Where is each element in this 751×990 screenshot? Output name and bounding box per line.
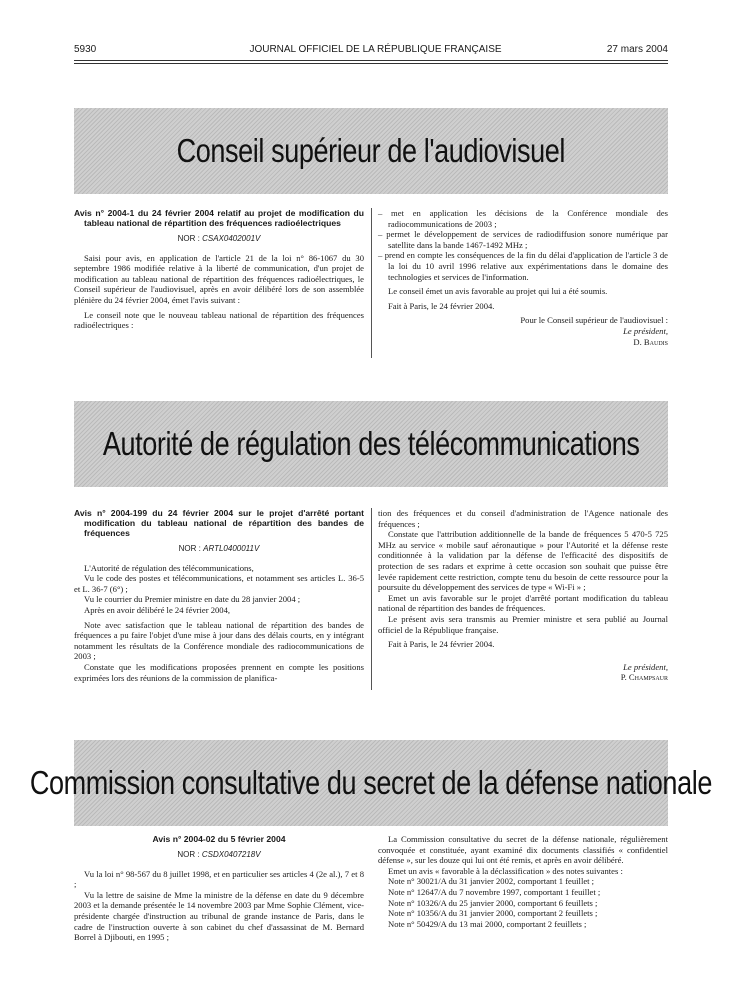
avis-title: Avis n° 2004-199 du 24 février 2004 sur le projet d'arrêté portant modification du tableau national de répartition des bandes de fréquences [74,508,364,538]
paragraph: Note avec satisfaction que le tableau national de répartition des bandes de fréquences a pu faire l'objet d'une mise à jour dans des délais courts, en y intégrant notamment les résultats de la Conférence mondiale des radiocommunications de 2003 ; [74,619,364,662]
paragraph: Le conseil note que le nouveau tableau national de répartition des fréquences radioélectriques : [74,309,364,331]
ccsdn-right-column [378,834,668,929]
csa-left-column [74,208,364,331]
art-left-column [74,508,364,683]
page-number: 5930 [74,44,97,55]
list-item: – permet le développement de services de radiodiffusion sonore numérique par satellite dans la bande 1467-1492 MHz ; [378,229,668,250]
paragraph: Vu la loi n° 98-567 du 8 juillet 1998, et en particulier ses articles 4 (2e al.), 7 et 8 ; [74,868,364,890]
avis-title: Avis n° 2004-1 du 24 février 2004 relatif au projet de modification du tableau national de répartition des fréquences radioélectriques [74,208,364,228]
list-item: – prend en compte les conséquences de la fin du délai d'application de l'article 3 de la loi du 10 avril 1996 relative aux expérimentations dans le domaine des technologies et services de l'information. [378,250,668,282]
csa-right-column [378,208,668,347]
signature-name: P. Champsaur [620,672,668,683]
paragraph: Le conseil émet un avis favorable au projet qui lui a été soumis. [388,286,608,297]
column-divider [371,208,372,358]
section-banner-ccsdn [29,740,713,826]
paragraph: Vu le courrier du Premier ministre en date du 28 janvier 2004 ; [84,594,301,605]
nor-reference [74,544,364,555]
paragraph: Le présent avis sera transmis au Premier ministre et sera publié au Journal officiel de la République française. [378,613,668,635]
paragraph: Emet un avis « favorable à la déclassification » des notes suivantes : [388,865,623,876]
paragraph: La Commission consultative du secret de la défense nationale, régulièrement convoquée et constituée, ayant examiné dix documents classifiés « confidentiel défense », sur les douze qui lui ont été remis, et après en avoir délibéré. [378,834,668,866]
header-rule [74,60,668,61]
banner-title: Autorité de régulation des télécommunications [102,425,640,462]
journal-title: JOURNAL OFFICIEL DE LA RÉPUBLIQUE FRANÇAISE [249,44,502,55]
paragraph: tion des fréquences et du conseil d'administration de l'Agence nationale des fréquences ; [378,508,668,529]
art-right-column [378,508,668,683]
paragraph: Fait à Paris, le 24 février 2004. [388,639,495,650]
list-item: – met en application les décisions de la Conférence mondiale des radiocommunications de 2003 ; [378,208,668,229]
column-divider [371,508,372,690]
signature-for: Pour le Conseil supérieur de l'audiovisuel : [520,315,668,326]
section-banner-csa [74,108,668,194]
avis-title: Avis n° 2004-02 du 5 février 2004 [152,834,286,844]
signature-role: Le président, [623,661,668,672]
nor-label: NOR : [177,850,200,859]
paragraph: Constate que l'attribution additionnelle de la bande de fréquences 5 470-5 725 MHz au service « mobile sauf aéronautique » pour l'Autorité et la défense reste conditionnée à la validation par la défense de l'efficacité des dispositifs de protection de ses radars et exprime à cette occasion son souhait que puisse être levée rapidement cette restriction, compte tenu du besoin de cette ressource pour la poursuite du développement des services de type « Wi-Fi » ; [378,529,668,593]
note-item: Note n° 10326/A du 25 janvier 2000, comportant 6 feuillets ; [388,897,598,908]
paragraph: Constate que les modifications proposées prennent en compte les positions exprimées lors des réunions de la commission de planifica- [74,661,364,683]
nor-label: NOR : [177,234,200,243]
nor-reference [74,234,364,245]
paragraph: Fait à Paris, le 24 février 2004. [388,300,495,311]
ccsdn-left-column [74,834,364,943]
paragraph: Vu le code des postes et télécommunications, et notamment ses articles L. 36-5 et L. 36-7 (6°) ; [74,573,364,594]
paragraph: Saisi pour avis, en application de l'article 21 de la loi n° 86-1067 du 30 septembre 1986 modifiée relative à la liberté de communication, d'un projet de modification au tableau national de répartition des fréquences radioélectriques, le Conseil supérieur de l'audiovisuel, après en avoir délibéré lors de son assemblée plénière du 24 février 2004, émet l'avis suivant : [74,252,364,305]
nor-reference [74,850,364,861]
paragraph: L'Autorité de régulation des télécommunications, [84,562,254,573]
signature-role: Le président, [623,325,668,336]
issue-date: 27 mars 2004 [606,44,668,55]
nor-label: NOR : [178,544,201,553]
note-item: Note n° 12647/A du 7 novembre 1997, comportant 1 feuillet ; [388,886,601,897]
note-item: Note n° 10356/A du 31 janvier 2000, comportant 2 feuillets ; [388,908,598,919]
banner-title: Conseil supérieur de l'audiovisuel [176,132,566,169]
nor-code: ARTL0400011V [203,544,260,553]
paragraph: Emet un avis favorable sur le projet d'arrêté portant modification du tableau national de répartition des bandes de fréquences. [378,592,668,614]
nor-code: CSDX0407218V [201,850,261,859]
banner-title: Commission consultative du secret de la défense nationale [29,764,713,801]
section-banner-art [74,401,668,487]
paragraph: Après en avoir délibéré le 24 février 2004, [84,604,231,615]
note-item: Note n° 50429/A du 13 mai 2000, comportant 2 feuillets ; [388,918,587,929]
signature-name: D. Baudis [633,336,668,347]
paragraph: Vu la lettre de saisine de Mme la ministre de la défense en date du 9 décembre 2003 et la demande présentée le 14 novembre 2003 par Mme Sophie Clément, vice-présidente chargée d'instruction au tribunal de grande instance de Paris, dans le cadre de l'instruction ouverte à son cabinet du chef d'assassinat de M. Bernard Borrel à Djibouti, en 1995 ; [74,889,364,943]
note-item: Note n° 30021/A du 31 janvier 2002, comportant 1 feuillet ; [388,876,595,887]
nor-code: CSAX0402001V [202,234,261,243]
header-rule-double [74,63,668,64]
